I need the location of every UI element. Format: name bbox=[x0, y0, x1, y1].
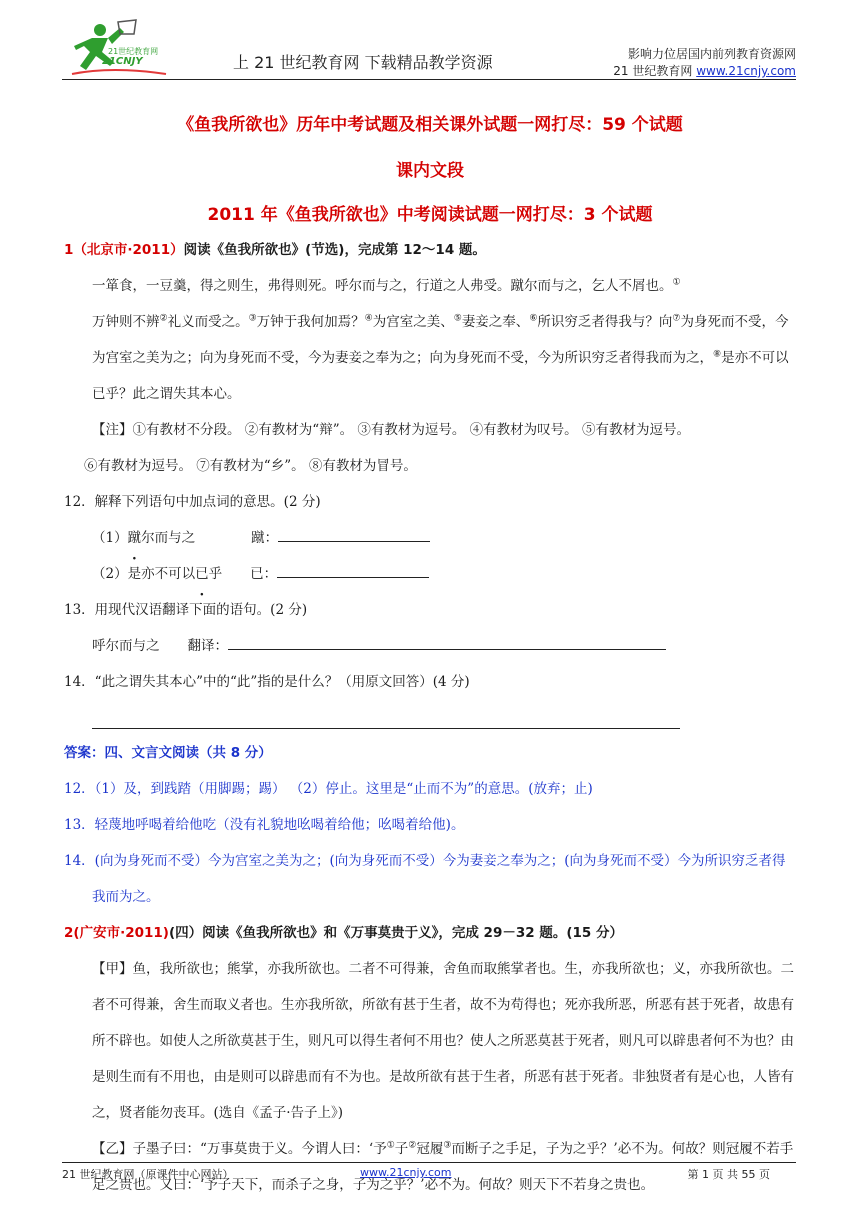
header-divider bbox=[62, 79, 796, 80]
item-prefix: （1） bbox=[92, 530, 128, 546]
passage-text: 万钟于我何加焉？ bbox=[256, 314, 365, 330]
passage-paragraph-1 bbox=[64, 268, 796, 304]
footnote-marker: ④ bbox=[364, 313, 373, 324]
main-title: 《鱼我所欲也》历年中考试题及相关课外试题一网打尽：59 个试题 bbox=[177, 115, 683, 135]
footnote-marker: ⑦ bbox=[672, 313, 681, 324]
passage-jia bbox=[64, 951, 796, 1131]
passage-text: 子墨子曰：“万事莫贵于义。今谓人曰：‘予 bbox=[132, 1141, 387, 1157]
answer-line[interactable] bbox=[92, 700, 680, 729]
footnote-marker: ⑧ bbox=[713, 349, 722, 360]
footer-center bbox=[360, 1166, 451, 1179]
footnote-marker: ① bbox=[672, 277, 681, 288]
dotted-word: 蹴 bbox=[127, 530, 142, 546]
passage-label: 【乙】 bbox=[92, 1141, 133, 1157]
item-text: 尔而与之 bbox=[141, 530, 196, 546]
footnote-marker: ① bbox=[386, 1140, 395, 1151]
question-2-source: 2(广安市·2011) bbox=[64, 925, 169, 941]
section-title: 课内文段 bbox=[396, 161, 464, 181]
answer-blank[interactable] bbox=[277, 562, 429, 578]
question-14: 14．“此之谓失其本心”中的“此”指的是什么？（用原文回答）(4 分) bbox=[64, 674, 470, 690]
passage-text: 鱼，我所欲也；熊掌，亦我所欲也。二者不可得兼，舍鱼而取熊掌者也。生，亦我所欲也；义，亦我所欲也。二者不可得兼，舍生而取义者也。生亦我所欲，所欲有甚于生者，故不为苟得也；死亦我所恶，所恶有甚于死者，故患有所不辟也。如使人之所欲莫甚于生，则凡可以得生者何不用也？使人之所恶莫甚于死者，则凡可以辟患者何不为也？由是则生而有不用也，由是则可以辟患而有不为也。是故所欲有甚于生者，所恶有甚于死者。非独贤者有是心也，人皆有之，贤者能勿丧耳。(选自《孟子·告子上》) bbox=[92, 961, 794, 1121]
header-right bbox=[613, 46, 796, 80]
answers-label: 答案： bbox=[64, 745, 105, 761]
question-2-instruction: (四）阅读《鱼我所欲也》和《万事莫贵于义》，完成 29－32 题。(15 分） bbox=[168, 925, 623, 941]
footnote-marker: ③ bbox=[443, 1140, 452, 1151]
question-1-source: 1（北京市·2011） bbox=[64, 242, 184, 258]
footnote-marker: ② bbox=[159, 313, 168, 324]
question-12-item-1 bbox=[64, 520, 796, 556]
dotted-word: 已 bbox=[195, 566, 209, 582]
question-13-item bbox=[64, 628, 796, 664]
answer-label: 翻译： bbox=[187, 638, 228, 654]
footnote-marker: ⑥ bbox=[529, 313, 538, 324]
item-text: 呼尔而与之 bbox=[92, 638, 160, 654]
header-tagline: 影响力位居国内前列教育资源网 bbox=[627, 47, 796, 61]
passage-label: 【甲】 bbox=[92, 961, 133, 977]
document-body bbox=[64, 232, 796, 1203]
header-site-line bbox=[613, 63, 796, 80]
passage-text: 子 bbox=[394, 1141, 409, 1157]
answer-14: 14．(向为身死而不受）今为宫室之美为之；(向为身死而不受）今为妻妾之奉为之；(向为身死而不受）今为所识穷乏者得我而为之。 bbox=[64, 853, 786, 905]
passage-text: 一箪食，一豆羹，得之则生，弗得则死。呼尔而与之，行道之人弗受。蹴尔而与之，乞人不屑也。 bbox=[92, 278, 673, 294]
question-2-header bbox=[64, 915, 796, 951]
passage-text: 礼义而受之。 bbox=[167, 314, 249, 330]
answers-heading: 四、文言文阅读（共 8 分） bbox=[104, 745, 272, 761]
header-site-prefix: 21 世纪教育网 bbox=[613, 64, 697, 78]
logo-text-bottom: 21CNJY bbox=[102, 56, 143, 67]
passage-text: 冠履 bbox=[416, 1141, 444, 1157]
answer-label: 已： bbox=[250, 566, 278, 582]
footnote-marker: ⑤ bbox=[453, 313, 462, 324]
header-site-link[interactable]: www.21cnjy.com bbox=[696, 64, 796, 78]
footer-left: 21 世纪教育网（原课件中心网站） bbox=[62, 1168, 234, 1181]
item-prefix: （2）是亦不可以 bbox=[92, 566, 196, 582]
notes-line-2: ⑥有教材为逗号。 ⑦有教材为“乡”。 ⑧有教材为冒号。 bbox=[84, 458, 417, 474]
passage-text: 所识穷乏者得我与？向 bbox=[537, 314, 673, 330]
passage-paragraph-2 bbox=[64, 304, 796, 412]
footer-divider bbox=[62, 1162, 796, 1163]
passage-text: 妻妾之奉、 bbox=[461, 314, 530, 330]
footnote-marker: ② bbox=[408, 1140, 417, 1151]
answer-12: 12．（1）及，到践踏（用脚踢；踢） （2）停止。这里是“止而不为”的意思。(放弃；止) bbox=[64, 781, 593, 797]
footnote-marker: ③ bbox=[248, 313, 257, 324]
answer-blank[interactable] bbox=[228, 634, 666, 650]
site-logo bbox=[62, 16, 174, 80]
question-13: 13．用现代汉语翻译下面的语句。(2 分) bbox=[64, 602, 308, 618]
question-1-instruction: 阅读《鱼我所欲也》(节选)，完成第 12～14 题。 bbox=[183, 242, 486, 258]
answer-label: 蹴： bbox=[251, 530, 279, 546]
item-text: 乎 bbox=[208, 566, 223, 582]
question-12: 12．解释下列语句中加点词的意思。(2 分) bbox=[64, 494, 321, 510]
sub-title: 2011 年《鱼我所欲也》中考阅读试题一网打尽：3 个试题 bbox=[207, 205, 653, 225]
logo-text-top: 21世纪教育网 bbox=[108, 47, 159, 56]
passage-text: 而断子之手足，子为之乎？’必不为。何故？则冠履不若手足之贵也。又曰：‘予子天下，而杀子之身，子为之乎？’必不为。何故？则天下不若身之贵也。 bbox=[92, 1141, 794, 1193]
footer-site-link[interactable]: www.21cnjy.com bbox=[360, 1166, 452, 1179]
notes-line-1: 【注】①有教材不分段。 ②有教材为“辩”。 ③有教材为逗号。 ④有教材为叹号。 ⑤有教材为逗号。 bbox=[92, 422, 690, 438]
question-1-header bbox=[64, 232, 796, 268]
answer-13: 13．轻蔑地呼喝着给他吃（没有礼貌地吆喝着给他；吆喝着给他)。 bbox=[64, 817, 465, 833]
header-slogan: 上 21 世纪教育网 下载精品教学资源 bbox=[233, 53, 493, 72]
passage-text: 万钟则不辨 bbox=[92, 314, 160, 330]
answer-blank[interactable] bbox=[278, 526, 430, 542]
passage-text: 是亦不可以已乎？此之谓失其本心。 bbox=[92, 350, 789, 402]
passage-text: 为宫室之美、 bbox=[372, 314, 454, 330]
question-12-item-2 bbox=[64, 556, 796, 592]
answers-header bbox=[64, 735, 796, 771]
passage-text: 为身死而不受，今为宫室之美为之；向为身死而不受，今为妻妾之奉为之；向为身死而不受，今为所识穷乏者得我而为之， bbox=[92, 314, 789, 366]
footer-page-number: 第 1 页 共 55 页 bbox=[687, 1168, 770, 1181]
